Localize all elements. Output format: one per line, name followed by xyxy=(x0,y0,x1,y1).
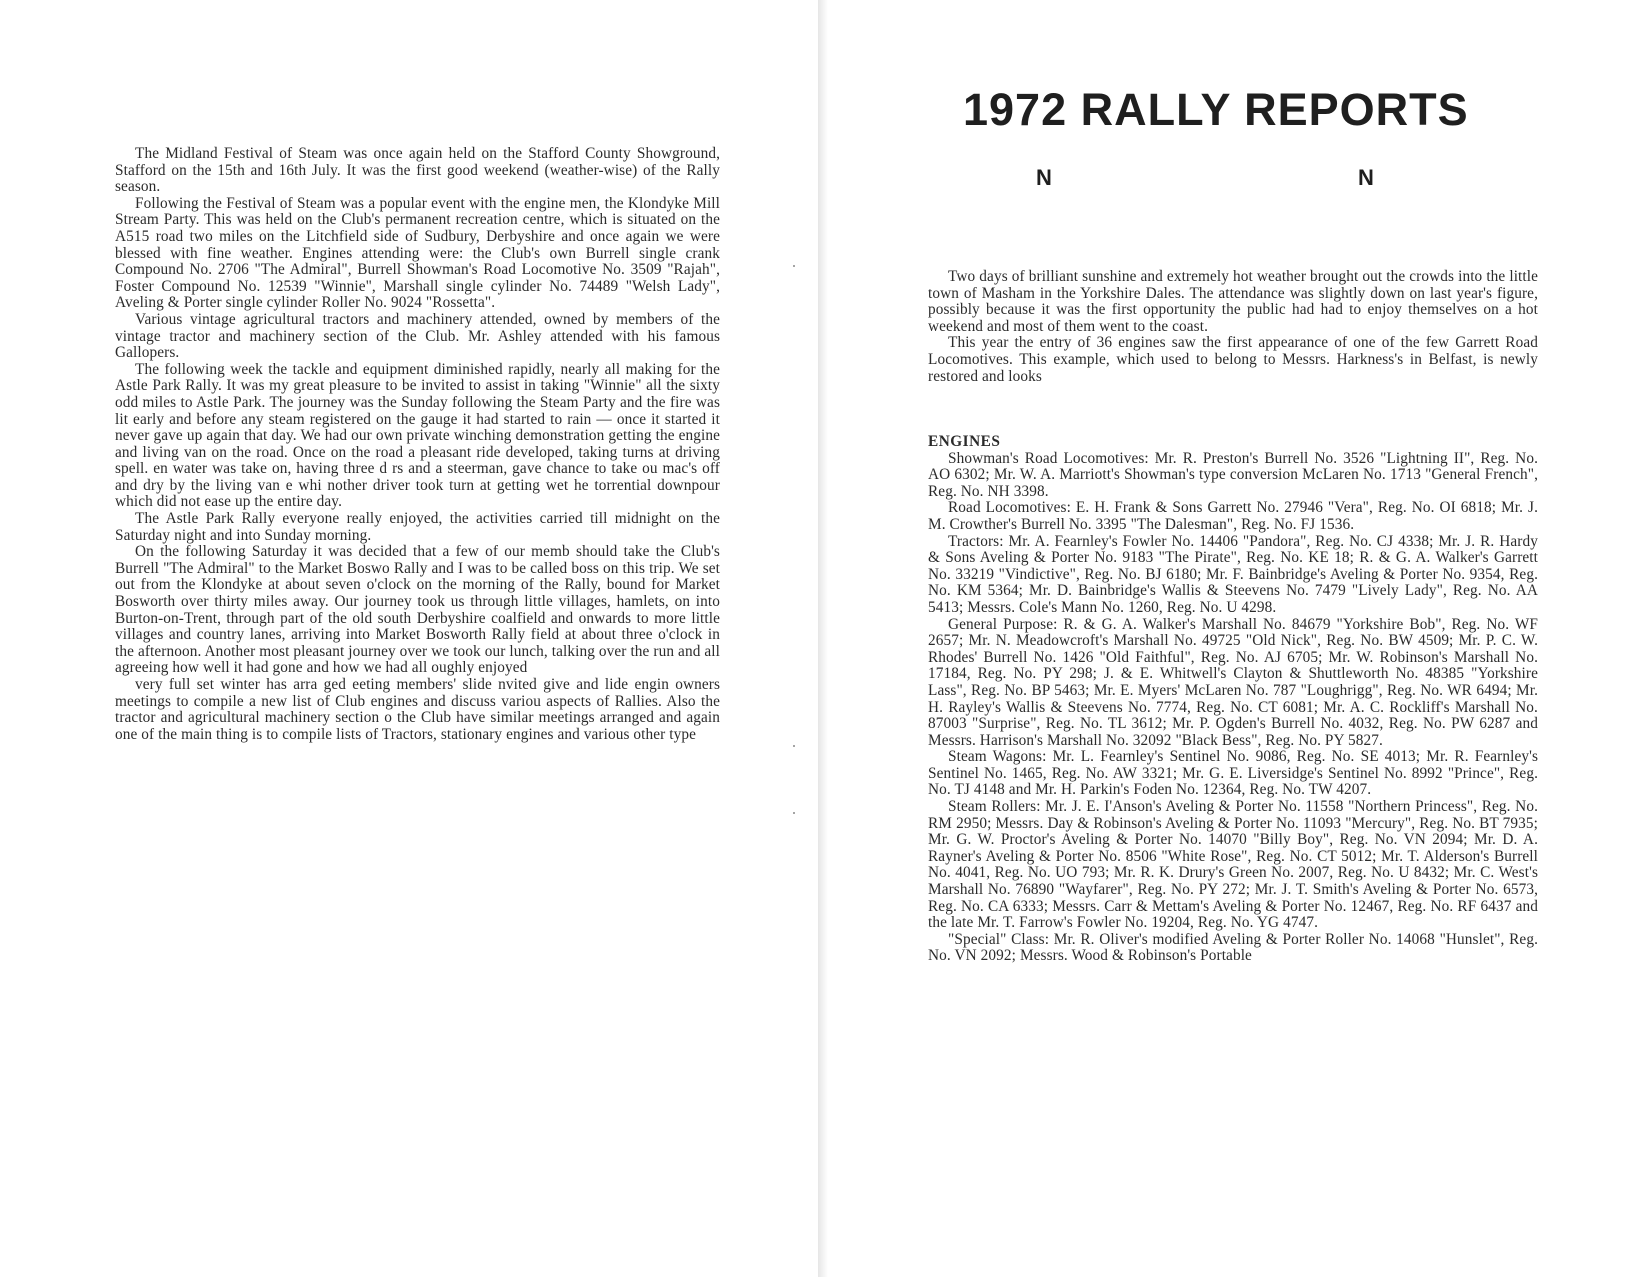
left-paragraph-3: Various vintage agricultural tractors and machinery attended, owned by members of the vintage tractor and machinery section of the Club. Mr. Ashley attended with his famous Gallopers. xyxy=(115,310,720,362)
engines-paragraph-special-class: "Special" Class: Mr. R. Oliver's modified Aveling & Porter Roller No. 14068 "Hunslet", Reg. No. VN 2092; Messrs. Wood & Robinson's Portable xyxy=(928,930,1538,965)
margin-mark xyxy=(793,745,795,747)
engines-paragraph-road-locos: Road Locomotives: E. H. Frank & Sons Garrett No. 27946 "Vera", Reg. No. OI 6818; Mr. J. M. Crowther's Burrell No. 3395 "The Dalesman", Reg. No. FJ 1536. xyxy=(928,499,1538,533)
margin-mark xyxy=(793,812,795,814)
left-paragraph-7: very full set winter has arra ged eeting members' slide nvited give and lide engin owners meetings to compile a new list of Club engines and discuss variou aspects of Rallies. Also the tractor and agricultural machinery section o the Club have similar meetings arranged and again one of the main thing is to compile lists of Tractors, stationary engines and various other type xyxy=(115,676,720,743)
engines-paragraph-showmans: Showman's Road Locomotives: Mr. R. Preston's Burrell No. 3526 "Lightning II", Reg. No. AO 6302; Mr. W. A. Marriott's Showman's type conversion McLaren No. 1713 "General French", Reg. No. NH 3398. xyxy=(928,449,1538,500)
engines-paragraph-steam-rollers: Steam Rollers: Mr. J. E. I'Anson's Aveling & Porter No. 11558 "Northern Princess", Reg. No. RM 2950; Messrs. Day & Robinson's Aveling & Porter No. 11093 "Mercury", Reg. No. BT 7935; Mr. G. W. Proctor's Aveling & Porter No. 14070 "Billy Boy", Reg. No. VN 2094; Mr. D. A. Rayner's Aveling & Porter No. 8506 "White Rose", Reg. No. CT 5012; Mr. T. Alderson's Burrell No. 4041, Reg. No. UO 793; Mr. R. K. Drury's Green No. 2007, Reg. No. U 8432; Mr. C. West's Marshall No. 76890 "Wayfarer", Reg. No. PY 272; Mr. J. T. Smith's Aveling & Porter No. 6573, Reg. No. CA 6333; Messrs. Carr & Mettam's Aveling & Porter No. 12467, Reg. No. RF 6437 and the late Mr. T. Farrow's Fowler No. 19204, Reg. No. YG 4747. xyxy=(928,798,1538,932)
left-paragraph-5: The Astle Park Rally everyone really enjoyed, the activities carried till midnight on the Saturday night and into Sunday morning. xyxy=(115,510,720,544)
engines-paragraph-tractors: Tractors: Mr. A. Fearnley's Fowler No. 14406 "Pandora", Reg. No. CJ 4338; Mr. J. R. Hardy & Sons Aveling & Porter No. 9183 "The Pirate", Reg. No. KE 18; R. & G. A. Walker's Garrett No. 33219 "Vindictive", Reg. No. BJ 6180; Mr. F. Bainbridge's Aveling & Porter No. 9354, Reg. No. KM 5364; Mr. D. Bainbridge's Wallis & Steevens No. 7479 "Lively Lady", Reg. No. AA 5413; Messrs. Cole's Mann No. 1260, Reg. No. U 4298. xyxy=(928,532,1538,616)
engines-paragraph-general-purpose: General Purpose: R. & G. A. Walker's Marshall No. 84679 "Yorkshire Bob", Reg. No. WF 2657; Mr. N. Meadowcroft's Marshall No. 49725 "Old Nick", Reg. No. BW 4509; Mr. P. C. W. Rhodes' Burrell No. 1426 "Old Faithful", Reg. No. AJ 6705; Mr. W. Robinson's Marshall No. 17184, Reg. No. PY 298; J. & E. Whitwell's Clayton & Shuttleworth No. 48385 "Yorkshire Lass", Reg. No. BP 5463; Mr. E. Myers' McLaren No. 787 "Loughrigg", Reg. No. WR 6494; Mr. H. Rayley's Wallis & Steevens No. 7774, Reg. No. CT 6081; Mr. A. C. Rockliff's Marshall No. 87003 "Surprise", Reg. No. TL 3612; Mr. P. Ogden's Burrell No. 4032, Reg. No. PW 6287 and Messrs. Harrison's Marshall No. 32092 "Black Bess", Reg. No. PY 5827. xyxy=(928,615,1538,749)
drop-letter: N xyxy=(1036,165,1052,190)
drop-letter: N xyxy=(1358,165,1374,190)
page-spine xyxy=(818,0,828,1277)
left-page xyxy=(0,0,818,1277)
section-title: ENGINES xyxy=(928,433,1001,450)
left-paragraph-1: The Midland Festival of Steam was once again held on the Stafford County Showground, Stafford on the 15th and 16th July. It was the first good weekend (weather-wise) of the Rally season. xyxy=(115,145,720,196)
left-paragraph-6: On the following Saturday it was decided that a few of our memb should take the Club's Burrell "The Admiral" to the Market Boswo Rally and I was to be called boss on this trip. We set out from the Klondyke at about seven o'clock on the morning of the Rally, bound for Market Bosworth over thirty miles away. Our journey took us through little villages, hamlets, on into Burton-on-Trent, through part of the old south Derbyshire coalfield and onwards to more little villages and country lanes, arriving into Market Bosworth Rally field at about three o'clock in the afternoon. Another most pleasant journey over we took our lunch, talking over the run and all agreeing how well it had gone and how we had all oughly enjoyed xyxy=(115,543,720,677)
right-intro-column xyxy=(928,269,1538,385)
margin-mark xyxy=(793,265,795,267)
left-paragraph-2: Following the Festival of Steam was a popular event with the engine men, the Klondyke Mill Stream Party. This was held on the Club's permanent recreation centre, which is situated on the A515 road two miles on the Litchfield side of Sudbury, Derbyshire and once again we were blessed with fine weather. Engines attending were: the Club's own Burrell single crank Compound No. 2706 "The Admiral", Burrell Showman's Road Locomotive No. 3509 "Rajah", Foster Compound No. 12539 "Winnie", Marshall single cylinder No. 74489 "Welsh Lady", Aveling & Porter single cylinder Roller No. 9024 "Rossetta". xyxy=(115,194,720,312)
engines-section xyxy=(928,434,1538,965)
intro-paragraph-2: This year the entry of 36 engines saw the first appearance of one of the few Garrett Road Locomotives. This example, which used to belong to Messrs. Harkness's in Belfast, is newly restored and looks xyxy=(928,334,1538,385)
intro-paragraph-1: Two days of brilliant sunshine and extremely hot weather brought out the crowds into the little town of Masham in the Yorkshire Dales. The attendance was slightly down on last year's figure, possibly because it was the first opportunity the public had had to enjoy themselves on a hot weekend and most of them went to the coast. xyxy=(928,268,1538,335)
page-heading: 1972 RALLY REPORTS xyxy=(963,84,1469,135)
engines-paragraph-steam-wagons: Steam Wagons: Mr. L. Fearnley's Sentinel No. 9086, Reg. No. SE 4013; Mr. R. Fearnley's Sentinel No. 1465, Reg. No. AW 3321; Mr. G. E. Liversidge's Sentinel No. 8992 "Prince", Reg. No. TJ 4148 and Mr. H. Parkin's Foden No. 12364, Reg. No. TW 4207. xyxy=(928,748,1538,799)
left-article-column xyxy=(115,146,720,743)
right-page xyxy=(818,0,1637,1277)
left-paragraph-4: The following week the tackle and equipment diminished rapidly, nearly all making for the Astle Park Rally. It was my great pleasure to be invited to assist in taking "Winnie" all the sixty odd miles to Astle Park. The journey was the Sunday following the Steam Party and the fire was lit early and before any steam registered on the gauge it had started to rain — once it started it never gave up again that day. We had our own private winching demonstration getting the engine and living van on the road. Once on the road a pleasant ride developed, taking turns at driving spell. en water was take on, having three d rs and a steerman, gave chance to take ou mac's off and dry by the living van e whi nother driver took turn at getting wet he torrential downpour which did not ease up the entire day. xyxy=(115,360,720,511)
